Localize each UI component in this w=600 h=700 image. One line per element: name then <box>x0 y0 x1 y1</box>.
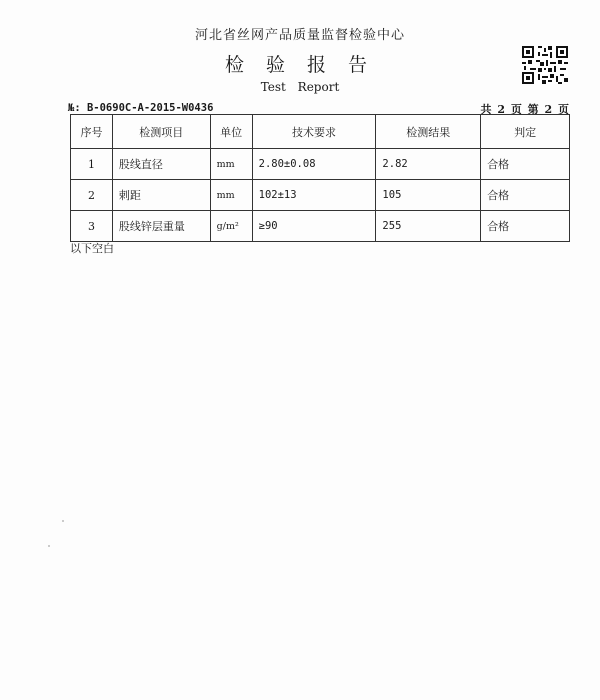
results-table <box>70 114 570 242</box>
scan-speck <box>62 520 64 522</box>
report-title-cn: 检 验 报 告 <box>224 54 376 76</box>
header-item: 检测项目 <box>112 115 210 149</box>
cell-no: 1 <box>71 149 113 180</box>
table-row <box>71 149 570 180</box>
cell-requirement: 2.80±0.08 <box>252 149 376 180</box>
organization-name: 河北省丝网产品质量监督检验中心 <box>194 28 405 43</box>
table-row <box>71 211 570 242</box>
cell-unit: mm <box>210 149 252 180</box>
cell-unit: g/m² <box>210 211 252 242</box>
cell-no: 2 <box>71 180 113 211</box>
cell-no: 3 <box>71 211 113 242</box>
cell-result: 2.82 <box>376 149 481 180</box>
cell-requirement: 102±13 <box>252 180 376 211</box>
table-row <box>71 180 570 211</box>
cell-item: 股线直径 <box>112 149 210 180</box>
qr-code-icon <box>522 46 568 84</box>
scan-speck <box>48 545 50 547</box>
cell-verdict: 合格 <box>481 211 570 242</box>
header-requirement: 技术要求 <box>252 115 376 149</box>
blank-below-note: 以下空白 <box>70 242 114 255</box>
header-no: 序号 <box>71 115 113 149</box>
cell-item: 剌距 <box>112 180 210 211</box>
cell-verdict: 合格 <box>481 180 570 211</box>
cell-item: 股线锌层重量 <box>112 211 210 242</box>
cell-unit: mm <box>210 180 252 211</box>
table-header-row <box>71 115 570 149</box>
cell-result: 255 <box>376 211 481 242</box>
cell-result: 105 <box>376 180 481 211</box>
cell-verdict: 合格 <box>481 149 570 180</box>
report-number: №: B-0690C-A-2015-W0436 <box>68 102 214 114</box>
header-unit: 单位 <box>210 115 252 149</box>
cell-requirement: ≥90 <box>252 211 376 242</box>
header-verdict: 判定 <box>481 115 570 149</box>
header-result: 检测结果 <box>376 115 481 149</box>
report-title-en: Test Report <box>260 80 340 94</box>
page-info: 共 2 页 第 2 页 <box>480 103 570 116</box>
